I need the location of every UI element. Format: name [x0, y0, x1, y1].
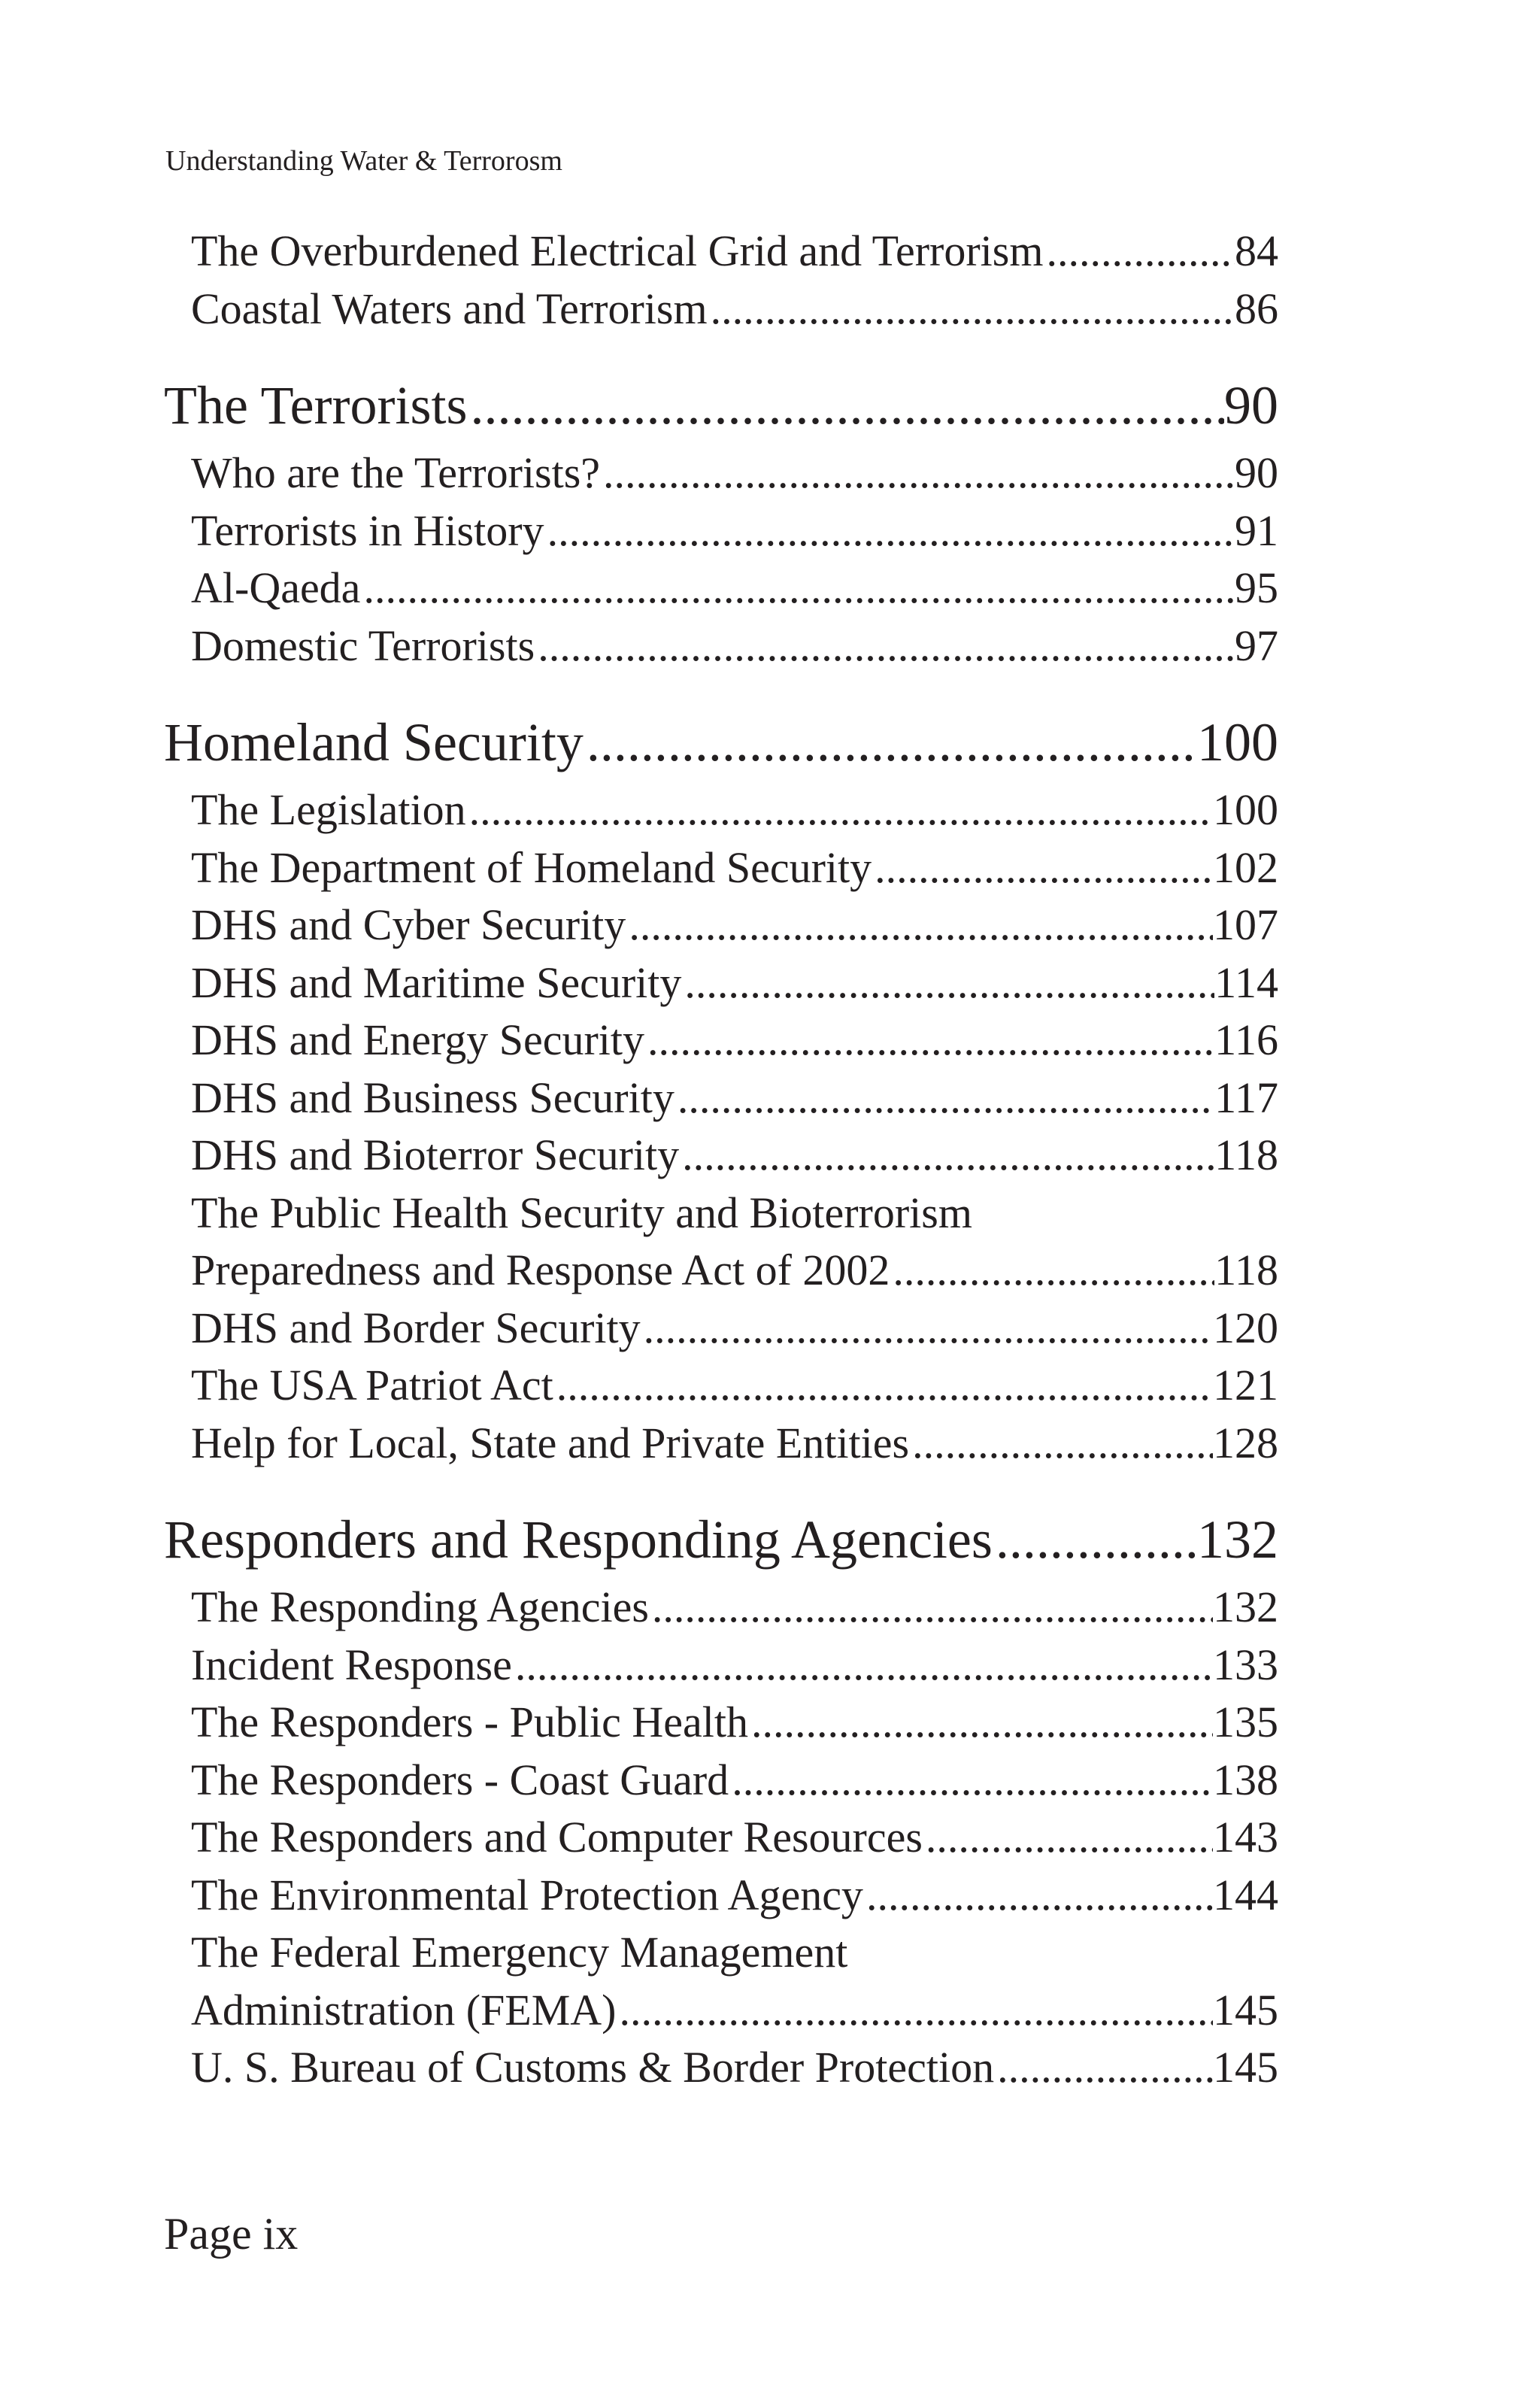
toc-entry-title: Incident Response — [191, 1640, 512, 1689]
toc-entry[interactable] — [191, 445, 1278, 502]
toc-entry[interactable] — [191, 1012, 1278, 1070]
toc-entry-page: 145 — [1213, 2043, 1278, 2092]
toc-entry-page: 138 — [1213, 1755, 1278, 1804]
toc-section-page: 90 — [1224, 375, 1278, 435]
toc-entry-page: 121 — [1213, 1361, 1278, 1409]
toc-entry-page: 90 — [1235, 448, 1278, 497]
toc-entry-page: 116 — [1214, 1015, 1278, 1064]
dot-leader — [649, 1579, 1213, 1637]
toc-entry-title: The USA Patriot Act — [191, 1361, 553, 1409]
toc-entry[interactable] — [191, 1809, 1278, 1867]
toc-section-page: 132 — [1197, 1509, 1278, 1570]
toc-entry-page: 100 — [1213, 785, 1278, 834]
toc-section-heading[interactable] — [164, 1503, 1278, 1576]
dot-leader — [872, 839, 1213, 897]
dot-leader — [360, 560, 1235, 617]
toc-entry[interactable] — [191, 1752, 1278, 1810]
toc-section-title: Responders and Responding Agencies — [164, 1509, 993, 1570]
toc-entry-title: Administration (FEMA) — [191, 1985, 617, 2034]
toc-entry-page: 107 — [1213, 900, 1278, 949]
toc-entry[interactable] — [191, 1982, 1278, 2040]
toc-entry-title: DHS and Energy Security — [191, 1015, 644, 1064]
toc-entry-title: Who are the Terrorists? — [191, 448, 601, 497]
toc-entry-title: Coastal Waters and Terrorism — [191, 284, 708, 333]
toc-entry-title: The Responders - Coast Guard — [191, 1755, 729, 1804]
dot-leader — [641, 1300, 1213, 1358]
toc-entry[interactable] — [191, 1242, 1278, 1300]
toc-entry-page: 118 — [1214, 1130, 1278, 1179]
toc-entry-title-line1[interactable]: The Public Health Security and Bioterrorism — [191, 1188, 972, 1237]
toc-section-page: 100 — [1197, 712, 1278, 772]
toc-entry-title: DHS and Cyber Security — [191, 900, 626, 949]
toc-entry[interactable] — [191, 1415, 1278, 1473]
toc-entry-page: 135 — [1213, 1698, 1278, 1746]
toc-entry[interactable] — [191, 897, 1278, 954]
toc-entry-title: U. S. Bureau of Customs & Border Protection — [191, 2043, 995, 2092]
toc-entry[interactable] — [191, 1357, 1278, 1415]
dot-leader — [923, 1809, 1213, 1867]
toc-entry-page: 117 — [1214, 1073, 1278, 1122]
toc-entry-title: Domestic Terrorists — [191, 620, 535, 670]
toc-entry-page: 114 — [1214, 957, 1278, 1007]
toc-entry[interactable] — [191, 1867, 1278, 1925]
toc-entry-title: DHS and Bioterror Security — [191, 1130, 680, 1179]
toc-section-heading[interactable] — [164, 706, 1278, 778]
toc-entry[interactable] — [191, 1694, 1278, 1752]
toc-entry-title: Terrorists in History — [191, 505, 544, 555]
running-head: Understanding Water & Terrorosm — [165, 145, 562, 177]
toc-entry-page: 132 — [1213, 1582, 1278, 1631]
toc-section-title: Homeland Security — [164, 712, 584, 772]
toc-entry-page: 91 — [1235, 505, 1278, 555]
toc-entry-page: 143 — [1213, 1813, 1278, 1861]
toc-entry-title: DHS and Border Security — [191, 1303, 641, 1352]
dot-leader — [993, 1503, 1197, 1576]
dot-leader — [466, 781, 1213, 839]
toc-entry[interactable] — [191, 2039, 1278, 2097]
toc-entry-title: The Overburdened Electrical Grid and Terrorism — [191, 226, 1044, 275]
table-of-contents — [164, 223, 1278, 2097]
dot-leader — [679, 1127, 1214, 1185]
toc-entry[interactable] — [191, 1070, 1278, 1127]
toc-section-heading[interactable] — [164, 369, 1278, 441]
dot-leader — [994, 2039, 1213, 2097]
dot-leader — [626, 897, 1213, 954]
dot-leader — [600, 445, 1235, 502]
toc-entry-page: 145 — [1213, 1985, 1278, 2034]
toc-entry-page: 95 — [1235, 563, 1278, 612]
toc-section-title: The Terrorists — [164, 375, 468, 435]
toc-entry[interactable] — [191, 617, 1278, 675]
toc-entry-title: The Responding Agencies — [191, 1582, 649, 1631]
dot-leader — [468, 369, 1224, 441]
toc-entry[interactable] — [191, 1579, 1278, 1637]
dot-leader — [863, 1867, 1213, 1925]
toc-entry[interactable] — [191, 1637, 1278, 1695]
toc-entry-title-line1[interactable]: The Federal Emergency Management — [191, 1928, 848, 1977]
toc-entry[interactable] — [191, 502, 1278, 560]
dot-leader — [675, 1070, 1214, 1127]
dot-leader — [544, 502, 1235, 560]
toc-entry-title: The Legislation — [191, 785, 466, 834]
toc-entry-title: Preparedness and Response Act of 2002 — [191, 1246, 890, 1294]
dot-leader — [681, 954, 1214, 1012]
dot-leader — [729, 1752, 1213, 1810]
toc-entry-page: 86 — [1235, 284, 1278, 333]
dot-leader — [748, 1694, 1213, 1752]
toc-entry-title: The Responders and Computer Resources — [191, 1813, 923, 1861]
toc-entry-page: 120 — [1213, 1303, 1278, 1352]
toc-entry[interactable] — [191, 560, 1278, 617]
toc-entry-page: 144 — [1213, 1870, 1278, 1919]
toc-entry[interactable] — [191, 839, 1278, 897]
dot-leader — [584, 706, 1197, 778]
toc-entry-title: Al-Qaeda — [191, 563, 361, 612]
dot-leader — [644, 1012, 1214, 1070]
toc-entry-title: The Responders - Public Health — [191, 1698, 748, 1746]
toc-entry[interactable] — [191, 781, 1278, 839]
dot-leader — [616, 1982, 1213, 2040]
toc-entry-title: DHS and Business Security — [191, 1073, 675, 1122]
toc-entry-title: DHS and Maritime Security — [191, 957, 682, 1007]
toc-entry[interactable] — [191, 223, 1278, 281]
toc-entry-title: The Department of Homeland Security — [191, 842, 872, 892]
page-number-footer: Page ix — [164, 2209, 299, 2259]
dot-leader — [890, 1242, 1214, 1300]
dot-leader — [909, 1415, 1213, 1473]
dot-leader — [535, 617, 1235, 675]
toc-entry-page: 118 — [1214, 1246, 1278, 1294]
toc-entry-page: 97 — [1235, 620, 1278, 670]
toc-entry-title: The Environmental Protection Agency — [191, 1870, 863, 1919]
toc-entry[interactable] — [191, 281, 1278, 338]
toc-entry[interactable] — [191, 1127, 1278, 1185]
toc-entry[interactable] — [191, 1300, 1278, 1358]
toc-entry[interactable] — [191, 954, 1278, 1012]
toc-entry-title: Help for Local, State and Private Entities — [191, 1418, 910, 1467]
dot-leader — [1043, 223, 1235, 281]
dot-leader — [512, 1637, 1213, 1695]
dot-leader — [708, 281, 1235, 338]
toc-entry-page: 128 — [1213, 1418, 1278, 1467]
toc-entry-page: 102 — [1213, 842, 1278, 892]
toc-entry-page: 84 — [1235, 226, 1278, 275]
dot-leader — [553, 1357, 1213, 1415]
toc-entry-page: 133 — [1213, 1640, 1278, 1689]
